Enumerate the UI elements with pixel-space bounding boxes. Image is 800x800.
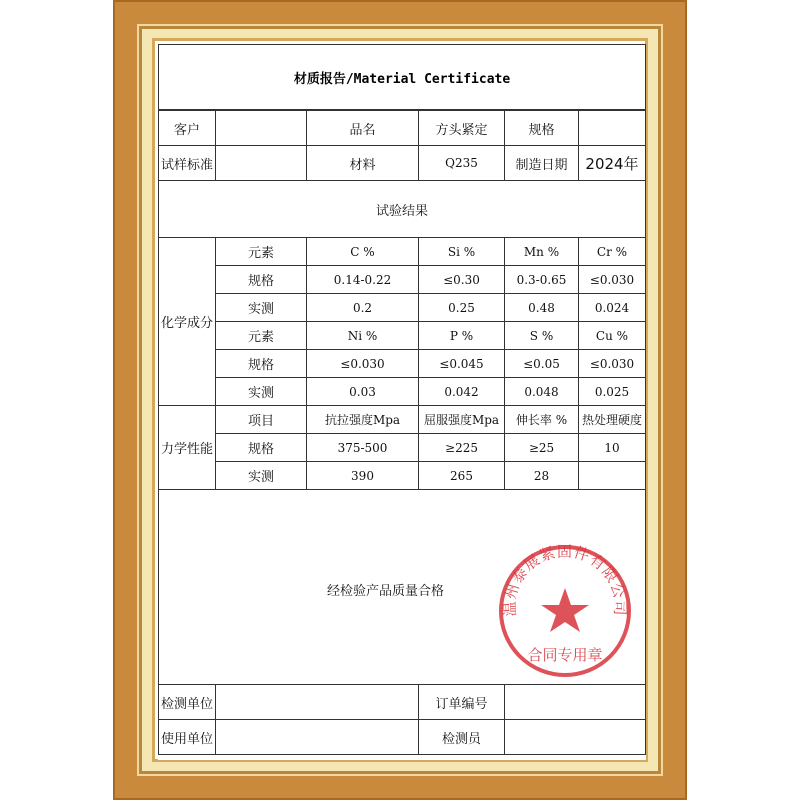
mechanical-cell-r1-c2: ≥225 <box>418 433 505 462</box>
inspection-unit-value <box>215 684 419 720</box>
chemical-cell-r1-c2: ≤0.30 <box>418 265 505 294</box>
chemical-cell-r2-c3: 0.48 <box>504 293 579 322</box>
chemical-cell-r1-c0: 规格 <box>215 265 307 294</box>
chemical-cell-r4-c4: ≤0.030 <box>578 349 646 378</box>
chemical-cell-r3-c3: S % <box>504 321 579 350</box>
conclusion-text: 经检验产品质量合格 <box>327 584 445 599</box>
chemical-cell-r1-c3: 0.3-0.65 <box>504 265 579 294</box>
chemical-cell-r3-c1: Ni % <box>306 321 419 350</box>
mechanical-cell-r1-c0: 规格 <box>215 433 307 462</box>
mechanical-cell-r0-c3: 伸长率 % <box>504 405 579 434</box>
chemical-cell-r3-c0: 元素 <box>215 321 307 350</box>
user-unit-label: 使用单位 <box>158 719 216 755</box>
product-value: 方头紧定 <box>418 110 505 146</box>
chemical-cell-r0-c4: Cr % <box>578 237 646 266</box>
mechanical-cell-r2-c2: 265 <box>418 461 505 490</box>
mechanical-section-label: 力学性能 <box>158 405 216 490</box>
chemical-cell-r5-c2: 0.042 <box>418 377 505 406</box>
mechanical-cell-r0-c4: 热处理硬度 <box>578 405 646 434</box>
chemical-cell-r0-c1: C % <box>306 237 419 266</box>
chemical-cell-r2-c1: 0.2 <box>306 293 419 322</box>
chemical-cell-r0-c3: Mn % <box>504 237 579 266</box>
mechanical-cell-r2-c0: 实测 <box>215 461 307 490</box>
chemical-cell-r1-c4: ≤0.030 <box>578 265 646 294</box>
inspection-unit-label: 检测单位 <box>158 684 216 720</box>
mechanical-cell-r1-c1: 375-500 <box>306 433 419 462</box>
chemical-cell-r2-c2: 0.25 <box>418 293 505 322</box>
chemical-cell-r4-c3: ≤0.05 <box>504 349 579 378</box>
chemical-cell-r2-c0: 实测 <box>215 293 307 322</box>
seal-type-text: 合同专用章 <box>527 646 603 664</box>
chemical-cell-r5-c0: 实测 <box>215 377 307 406</box>
mechanical-cell-r2-c1: 390 <box>306 461 419 490</box>
mechanical-cell-r2-c3: 28 <box>504 461 579 490</box>
spec-value <box>578 110 646 146</box>
standard-label: 试样标准 <box>158 145 216 181</box>
mechanical-cell-r0-c2: 屈服强度Mpa <box>418 405 505 434</box>
material-value: Q235 <box>418 145 505 181</box>
company-seal-stamp <box>496 542 634 680</box>
chemical-cell-r4-c1: ≤0.030 <box>306 349 419 378</box>
certificate-title: 材质报告/Material Certificate <box>158 44 646 110</box>
customer-value <box>215 110 307 146</box>
chemical-cell-r2-c4: 0.024 <box>578 293 646 322</box>
chemical-cell-r1-c1: 0.14-0.22 <box>306 265 419 294</box>
material-label: 材料 <box>306 145 419 181</box>
chemical-section-label: 化学成分 <box>158 237 216 406</box>
date-label: 制造日期 <box>504 145 579 181</box>
customer-label: 客户 <box>158 110 216 146</box>
chemical-cell-r4-c0: 规格 <box>215 349 307 378</box>
inspector-value <box>504 719 646 755</box>
chemical-cell-r4-c2: ≤0.045 <box>418 349 505 378</box>
mechanical-cell-r2-c4 <box>578 461 646 490</box>
order-no-value <box>504 684 646 720</box>
mechanical-cell-r1-c4: 10 <box>578 433 646 462</box>
inspector-label: 检测员 <box>418 719 505 755</box>
chemical-cell-r5-c4: 0.025 <box>578 377 646 406</box>
chemical-cell-r0-c2: Si % <box>418 237 505 266</box>
order-no-label: 订单编号 <box>418 684 505 720</box>
mechanical-cell-r1-c3: ≥25 <box>504 433 579 462</box>
mechanical-cell-r0-c1: 抗拉强度Mpa <box>306 405 419 434</box>
date-value: 2024年 <box>578 145 646 181</box>
chemical-cell-r3-c4: Cu % <box>578 321 646 350</box>
mechanical-cell-r0-c0: 项目 <box>215 405 307 434</box>
results-title: 试验结果 <box>158 180 646 238</box>
seal-company-text: 温州泰展紧固件有限公司 <box>500 542 630 617</box>
chemical-cell-r5-c3: 0.048 <box>504 377 579 406</box>
standard-value <box>215 145 307 181</box>
certificate-sheet <box>158 44 646 760</box>
chemical-cell-r5-c1: 0.03 <box>306 377 419 406</box>
chemical-cell-r0-c0: 元素 <box>215 237 307 266</box>
chemical-cell-r3-c2: P % <box>418 321 505 350</box>
spec-label: 规格 <box>504 110 579 146</box>
user-unit-value <box>215 719 419 755</box>
product-label: 品名 <box>306 110 419 146</box>
